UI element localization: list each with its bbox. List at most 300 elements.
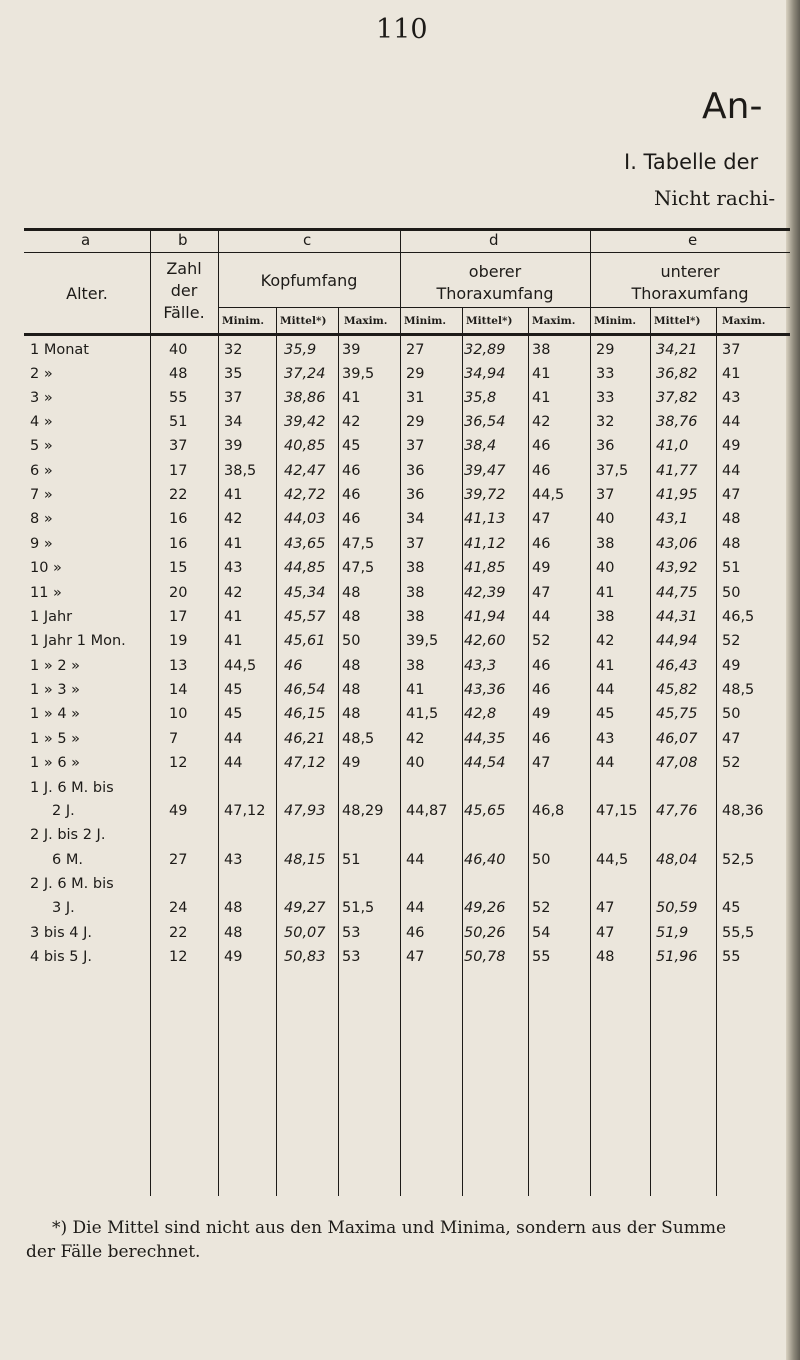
cell-k-mittel: 46,15 bbox=[284, 706, 326, 722]
cell-o-max: 41 bbox=[532, 390, 551, 406]
cell-o-mittel: 45,65 bbox=[464, 803, 506, 819]
subcolumn-divider bbox=[338, 307, 339, 1196]
cell-k-min: 45 bbox=[224, 682, 243, 698]
cell-u-mittel: 37,82 bbox=[656, 390, 698, 406]
cell-k-mittel: 45,34 bbox=[284, 585, 326, 601]
column-letter: b bbox=[178, 231, 188, 249]
cell-faelle: 10 bbox=[169, 706, 188, 722]
column-letter: d bbox=[489, 231, 499, 249]
cell-k-mittel: 37,24 bbox=[284, 366, 326, 382]
header-unterer-thoraxumfang: unterer bbox=[660, 262, 720, 281]
cell-u-mittel: 46,07 bbox=[656, 731, 698, 747]
cell-o-mittel: 42,8 bbox=[464, 706, 497, 722]
cell-u-mittel: 41,77 bbox=[656, 463, 698, 479]
cell-u-max: 50 bbox=[722, 585, 741, 601]
cell-k-min: 48 bbox=[224, 900, 243, 916]
cell-o-max: 38 bbox=[532, 342, 551, 358]
cell-k-min: 35 bbox=[224, 366, 243, 382]
cell-faelle: 15 bbox=[169, 560, 188, 576]
cell-u-max: 41 bbox=[722, 366, 741, 382]
row-age-label: 11 » bbox=[30, 585, 62, 601]
cell-o-mittel: 50,78 bbox=[464, 949, 506, 965]
cell-o-max: 49 bbox=[532, 560, 551, 576]
cell-k-mittel: 44,85 bbox=[284, 560, 326, 576]
cell-k-min: 32 bbox=[224, 342, 243, 358]
cell-u-max: 45 bbox=[722, 900, 741, 916]
page-number: 110 bbox=[376, 14, 428, 45]
cell-u-mittel: 45,82 bbox=[656, 682, 698, 698]
cell-u-min: 38 bbox=[596, 609, 615, 625]
cell-o-mittel: 32,89 bbox=[464, 342, 506, 358]
cell-k-max: 51,5 bbox=[342, 900, 375, 916]
cell-o-max: 46,8 bbox=[532, 803, 565, 819]
table-title: I. Tabelle der bbox=[624, 150, 759, 174]
cell-o-max: 47 bbox=[532, 585, 551, 601]
cell-o-mittel: 35,8 bbox=[464, 390, 497, 406]
cell-k-min: 37 bbox=[224, 390, 243, 406]
cell-k-min: 38,5 bbox=[224, 463, 257, 479]
cell-k-mittel: 50,07 bbox=[284, 925, 326, 941]
table-subtitle: Nicht rachi- bbox=[654, 186, 776, 210]
subcolumn-divider bbox=[716, 307, 717, 1196]
cell-k-max: 39,5 bbox=[342, 366, 375, 382]
cell-k-max: 53 bbox=[342, 949, 361, 965]
cell-k-mittel: 35,9 bbox=[284, 342, 317, 358]
row-age-label: 2 J. bis 2 J. bbox=[30, 827, 106, 843]
cell-o-max: 46 bbox=[532, 463, 551, 479]
subheader-rule-kopf bbox=[218, 307, 400, 308]
cell-u-mittel: 50,59 bbox=[656, 900, 698, 916]
column-divider bbox=[150, 229, 151, 1196]
row-age-label: 6 M. bbox=[52, 852, 83, 868]
page-edge bbox=[786, 0, 800, 1360]
cell-u-min: 36 bbox=[596, 438, 615, 454]
cell-k-mittel: 48,15 bbox=[284, 852, 326, 868]
cell-faelle: 16 bbox=[169, 536, 188, 552]
cell-o-min: 37 bbox=[406, 438, 425, 454]
header-bottom-rule bbox=[24, 333, 790, 336]
cell-o-max: 54 bbox=[532, 925, 551, 941]
header-zahl-der-faelle: der bbox=[170, 281, 198, 300]
cell-u-min: 40 bbox=[596, 511, 615, 527]
cell-o-max: 52 bbox=[532, 633, 551, 649]
cell-u-max: 48 bbox=[722, 536, 741, 552]
cell-faelle: 7 bbox=[169, 731, 179, 747]
cell-k-min: 41 bbox=[224, 609, 243, 625]
cell-u-max: 52 bbox=[722, 633, 741, 649]
cell-faelle: 24 bbox=[169, 900, 188, 916]
cell-k-max: 48 bbox=[342, 585, 361, 601]
cell-u-max: 52 bbox=[722, 755, 741, 771]
cell-u-min: 48 bbox=[596, 949, 615, 965]
cell-faelle: 37 bbox=[169, 438, 188, 454]
subheader-rule-oberer bbox=[400, 307, 590, 308]
cell-u-mittel: 48,04 bbox=[656, 852, 698, 868]
row-age-label: 3 » bbox=[30, 390, 53, 406]
column-letter: c bbox=[303, 231, 312, 249]
subheader-min: Minim. bbox=[594, 315, 636, 327]
column-letter: e bbox=[688, 231, 698, 249]
footnote-line-2: der Fälle berechnet. bbox=[26, 1242, 201, 1262]
cell-o-min: 37 bbox=[406, 536, 425, 552]
subheader-rule-unterer bbox=[590, 307, 790, 308]
cell-o-min: 46 bbox=[406, 925, 425, 941]
cell-o-min: 29 bbox=[406, 366, 425, 382]
cell-o-max: 55 bbox=[532, 949, 551, 965]
cell-u-min: 37,5 bbox=[596, 463, 629, 479]
cell-u-max: 46,5 bbox=[722, 609, 755, 625]
header-oberer-thoraxumfang: Thoraxumfang bbox=[436, 284, 554, 303]
cell-o-min: 31 bbox=[406, 390, 425, 406]
cell-k-mittel: 46,54 bbox=[284, 682, 326, 698]
cell-u-max: 43 bbox=[722, 390, 741, 406]
cell-o-min: 27 bbox=[406, 342, 425, 358]
cell-k-max: 48 bbox=[342, 682, 361, 698]
cell-u-mittel: 51,9 bbox=[656, 925, 689, 941]
cell-o-max: 47 bbox=[532, 755, 551, 771]
cell-o-min: 47 bbox=[406, 949, 425, 965]
cell-o-max: 47 bbox=[532, 511, 551, 527]
cell-o-mittel: 36,54 bbox=[464, 414, 506, 430]
cell-u-max: 55 bbox=[722, 949, 741, 965]
cell-k-max: 46 bbox=[342, 463, 361, 479]
header-alter: Alter. bbox=[66, 284, 108, 303]
cell-u-max: 48,36 bbox=[722, 803, 764, 819]
cell-k-max: 48,29 bbox=[342, 803, 384, 819]
footnote-line-1: *) Die Mittel sind nicht aus den Maxima und Minima, sondern aus der Summe bbox=[52, 1218, 727, 1238]
cell-o-mittel: 44,35 bbox=[464, 731, 506, 747]
cell-faelle: 48 bbox=[169, 366, 188, 382]
cell-u-mittel: 43,92 bbox=[656, 560, 698, 576]
subheader-min: Minim. bbox=[404, 315, 446, 327]
subheader-max: Maxim. bbox=[722, 315, 766, 327]
cell-o-mittel: 50,26 bbox=[464, 925, 506, 941]
row-age-label: 2 J. bbox=[52, 803, 75, 819]
cell-k-max: 39 bbox=[342, 342, 361, 358]
cell-u-max: 47 bbox=[722, 487, 741, 503]
cell-faelle: 51 bbox=[169, 414, 188, 430]
cell-u-min: 44 bbox=[596, 755, 615, 771]
row-age-label: 1 » 3 » bbox=[30, 682, 81, 698]
cell-k-max: 48 bbox=[342, 706, 361, 722]
cell-u-min: 43 bbox=[596, 731, 615, 747]
cell-o-max: 46 bbox=[532, 731, 551, 747]
cell-o-mittel: 43,36 bbox=[464, 682, 506, 698]
cell-k-min: 42 bbox=[224, 511, 243, 527]
cell-faelle: 16 bbox=[169, 511, 188, 527]
cell-k-min: 42 bbox=[224, 585, 243, 601]
row-age-label: 4 » bbox=[30, 414, 53, 430]
cell-o-mittel: 44,54 bbox=[464, 755, 506, 771]
cell-o-min: 38 bbox=[406, 560, 425, 576]
letter-row-rule bbox=[24, 252, 790, 253]
cell-k-max: 46 bbox=[342, 511, 361, 527]
cell-faelle: 22 bbox=[169, 487, 188, 503]
cell-o-max: 46 bbox=[532, 682, 551, 698]
cell-o-min: 44 bbox=[406, 900, 425, 916]
cell-faelle: 17 bbox=[169, 609, 188, 625]
cell-o-mittel: 42,60 bbox=[464, 633, 506, 649]
cell-k-max: 47,5 bbox=[342, 536, 375, 552]
cell-k-max: 47,5 bbox=[342, 560, 375, 576]
header-kopfumfang: Kopfumfang bbox=[260, 271, 358, 290]
subcolumn-divider bbox=[528, 307, 529, 1196]
row-age-label: 1 » 2 » bbox=[30, 658, 81, 674]
column-divider bbox=[400, 229, 401, 1196]
cell-k-min: 41 bbox=[224, 536, 243, 552]
cell-faelle: 22 bbox=[169, 925, 188, 941]
cell-u-mittel: 47,08 bbox=[656, 755, 698, 771]
cell-o-max: 44,5 bbox=[532, 487, 565, 503]
row-age-label: 1 Jahr bbox=[30, 609, 73, 625]
cell-u-max: 37 bbox=[722, 342, 741, 358]
row-age-label: 1 Jahr 1 Mon. bbox=[30, 633, 126, 649]
cell-o-min: 41,5 bbox=[406, 706, 439, 722]
subheader-max: Maxim. bbox=[344, 315, 388, 327]
row-age-label: 2 » bbox=[30, 366, 53, 382]
cell-o-mittel: 38,4 bbox=[464, 438, 497, 454]
cell-k-min: 41 bbox=[224, 633, 243, 649]
header-zahl-der-faelle: Fälle. bbox=[163, 303, 205, 322]
cell-k-max: 48,5 bbox=[342, 731, 375, 747]
header-zahl-der-faelle: Zahl bbox=[166, 259, 202, 278]
subheader-mittel: Mittel*) bbox=[280, 315, 327, 327]
cell-k-mittel: 43,65 bbox=[284, 536, 326, 552]
cell-o-mittel: 46,40 bbox=[464, 852, 506, 868]
cell-u-max: 55,5 bbox=[722, 925, 755, 941]
row-age-label: 8 » bbox=[30, 511, 53, 527]
cell-u-mittel: 45,75 bbox=[656, 706, 698, 722]
subheader-mittel: Mittel*) bbox=[466, 315, 513, 327]
cell-u-min: 38 bbox=[596, 536, 615, 552]
row-age-label: 5 » bbox=[30, 438, 53, 454]
cell-u-mittel: 51,96 bbox=[656, 949, 698, 965]
subcolumn-divider bbox=[650, 307, 651, 1196]
cell-u-max: 51 bbox=[722, 560, 741, 576]
cell-k-min: 43 bbox=[224, 560, 243, 576]
cell-k-max: 49 bbox=[342, 755, 361, 771]
cell-o-min: 42 bbox=[406, 731, 425, 747]
cell-u-mittel: 38,76 bbox=[656, 414, 698, 430]
cell-u-max: 52,5 bbox=[722, 852, 755, 868]
cell-k-max: 48 bbox=[342, 609, 361, 625]
cell-k-mittel: 45,57 bbox=[284, 609, 326, 625]
cell-k-mittel: 38,86 bbox=[284, 390, 326, 406]
subcolumn-divider bbox=[276, 307, 277, 1196]
cell-faelle: 20 bbox=[169, 585, 188, 601]
cell-k-mittel: 47,12 bbox=[284, 755, 326, 771]
cell-k-min: 49 bbox=[224, 949, 243, 965]
cell-o-max: 46 bbox=[532, 438, 551, 454]
cell-u-min: 29 bbox=[596, 342, 615, 358]
cell-faelle: 55 bbox=[169, 390, 188, 406]
cell-o-min: 38 bbox=[406, 609, 425, 625]
row-age-label: 6 » bbox=[30, 463, 53, 479]
cell-u-min: 40 bbox=[596, 560, 615, 576]
row-age-label: 2 J. 6 M. bis bbox=[30, 876, 114, 892]
cell-o-max: 49 bbox=[532, 706, 551, 722]
row-age-label: 1 » 6 » bbox=[30, 755, 81, 771]
cell-o-min: 40 bbox=[406, 755, 425, 771]
cell-o-max: 41 bbox=[532, 366, 551, 382]
cell-u-max: 48 bbox=[722, 511, 741, 527]
cell-u-mittel: 44,75 bbox=[656, 585, 698, 601]
cell-u-min: 41 bbox=[596, 658, 615, 674]
cell-o-min: 38 bbox=[406, 658, 425, 674]
cell-u-min: 33 bbox=[596, 366, 615, 382]
cell-o-min: 34 bbox=[406, 511, 425, 527]
cell-o-max: 52 bbox=[532, 900, 551, 916]
cell-u-min: 44 bbox=[596, 682, 615, 698]
cell-o-max: 46 bbox=[532, 536, 551, 552]
cell-u-mittel: 44,94 bbox=[656, 633, 698, 649]
row-age-label: 7 » bbox=[30, 487, 53, 503]
cell-u-mittel: 47,76 bbox=[656, 803, 698, 819]
cell-k-min: 45 bbox=[224, 706, 243, 722]
cell-k-max: 46 bbox=[342, 487, 361, 503]
cell-k-mittel: 39,42 bbox=[284, 414, 326, 430]
cell-k-min: 39 bbox=[224, 438, 243, 454]
cell-k-mittel: 47,93 bbox=[284, 803, 326, 819]
row-age-label: 9 » bbox=[30, 536, 53, 552]
cell-u-min: 32 bbox=[596, 414, 615, 430]
row-age-label: 10 » bbox=[30, 560, 62, 576]
row-age-label: 1 J. 6 M. bis bbox=[30, 780, 114, 796]
cell-faelle: 19 bbox=[169, 633, 188, 649]
row-age-label: 1 » 4 » bbox=[30, 706, 81, 722]
cell-u-max: 50 bbox=[722, 706, 741, 722]
cell-k-max: 53 bbox=[342, 925, 361, 941]
cell-o-max: 46 bbox=[532, 658, 551, 674]
cell-faelle: 12 bbox=[169, 755, 188, 771]
cell-u-mittel: 44,31 bbox=[656, 609, 698, 625]
column-letter: a bbox=[81, 231, 91, 249]
cell-k-max: 45 bbox=[342, 438, 361, 454]
cell-u-min: 37 bbox=[596, 487, 615, 503]
cell-o-mittel: 41,13 bbox=[464, 511, 506, 527]
cell-o-mittel: 41,94 bbox=[464, 609, 506, 625]
cell-k-min: 47,12 bbox=[224, 803, 266, 819]
header-oberer-thoraxumfang: oberer bbox=[468, 262, 522, 281]
cell-k-min: 34 bbox=[224, 414, 243, 430]
row-age-label: 4 bis 5 J. bbox=[30, 949, 92, 965]
cell-k-mittel: 40,85 bbox=[284, 438, 326, 454]
cell-k-mittel: 46 bbox=[284, 658, 303, 674]
cell-u-mittel: 41,0 bbox=[656, 438, 689, 454]
cell-u-mittel: 34,21 bbox=[656, 342, 698, 358]
cell-k-mittel: 42,72 bbox=[284, 487, 326, 503]
cell-faelle: 17 bbox=[169, 463, 188, 479]
row-age-label: 3 bis 4 J. bbox=[30, 925, 92, 941]
cell-k-min: 48 bbox=[224, 925, 243, 941]
subcolumn-divider bbox=[462, 307, 463, 1196]
cell-k-max: 41 bbox=[342, 390, 361, 406]
cell-o-min: 39,5 bbox=[406, 633, 439, 649]
cell-o-mittel: 49,26 bbox=[464, 900, 506, 916]
section-heading: An- bbox=[702, 86, 763, 127]
cell-u-max: 47 bbox=[722, 731, 741, 747]
cell-k-mittel: 49,27 bbox=[284, 900, 326, 916]
cell-o-max: 42 bbox=[532, 414, 551, 430]
cell-u-min: 47,15 bbox=[596, 803, 638, 819]
cell-u-mittel: 43,1 bbox=[656, 511, 689, 527]
cell-faelle: 13 bbox=[169, 658, 188, 674]
cell-o-min: 44,87 bbox=[406, 803, 448, 819]
cell-k-mittel: 44,03 bbox=[284, 511, 326, 527]
header-unterer-thoraxumfang: Thoraxumfang bbox=[631, 284, 749, 303]
cell-o-min: 38 bbox=[406, 585, 425, 601]
cell-k-max: 50 bbox=[342, 633, 361, 649]
cell-u-mittel: 46,43 bbox=[656, 658, 698, 674]
cell-o-max: 44 bbox=[532, 609, 551, 625]
cell-k-max: 48 bbox=[342, 658, 361, 674]
cell-u-min: 44,5 bbox=[596, 852, 629, 868]
cell-u-min: 47 bbox=[596, 925, 615, 941]
cell-u-mittel: 36,82 bbox=[656, 366, 698, 382]
cell-u-mittel: 43,06 bbox=[656, 536, 698, 552]
cell-u-mittel: 41,95 bbox=[656, 487, 698, 503]
cell-k-mittel: 46,21 bbox=[284, 731, 326, 747]
cell-o-min: 44 bbox=[406, 852, 425, 868]
cell-o-mittel: 42,39 bbox=[464, 585, 506, 601]
subheader-min: Minim. bbox=[222, 315, 264, 327]
cell-u-min: 41 bbox=[596, 585, 615, 601]
cell-u-max: 44 bbox=[722, 414, 741, 430]
cell-k-mittel: 42,47 bbox=[284, 463, 326, 479]
cell-o-max: 50 bbox=[532, 852, 551, 868]
cell-k-mittel: 50,83 bbox=[284, 949, 326, 965]
cell-k-max: 42 bbox=[342, 414, 361, 430]
cell-u-max: 48,5 bbox=[722, 682, 755, 698]
cell-faelle: 14 bbox=[169, 682, 188, 698]
table-top-rule bbox=[24, 228, 790, 231]
cell-k-min: 44,5 bbox=[224, 658, 257, 674]
cell-o-mittel: 43,3 bbox=[464, 658, 497, 674]
row-age-label: 1 Monat bbox=[30, 342, 89, 358]
row-age-label: 1 » 5 » bbox=[30, 731, 81, 747]
subheader-max: Maxim. bbox=[532, 315, 576, 327]
subheader-mittel: Mittel*) bbox=[654, 315, 701, 327]
cell-o-mittel: 39,47 bbox=[464, 463, 506, 479]
cell-faelle: 27 bbox=[169, 852, 188, 868]
cell-faelle: 49 bbox=[169, 803, 188, 819]
cell-o-min: 36 bbox=[406, 463, 425, 479]
cell-k-max: 51 bbox=[342, 852, 361, 868]
cell-o-mittel: 34,94 bbox=[464, 366, 506, 382]
cell-k-min: 44 bbox=[224, 755, 243, 771]
cell-o-mittel: 41,85 bbox=[464, 560, 506, 576]
cell-u-min: 33 bbox=[596, 390, 615, 406]
column-divider bbox=[218, 229, 219, 1196]
cell-faelle: 40 bbox=[169, 342, 188, 358]
cell-k-min: 44 bbox=[224, 731, 243, 747]
cell-u-min: 42 bbox=[596, 633, 615, 649]
cell-o-mittel: 41,12 bbox=[464, 536, 506, 552]
column-divider bbox=[590, 229, 591, 1196]
cell-k-mittel: 45,61 bbox=[284, 633, 326, 649]
row-age-label: 3 J. bbox=[52, 900, 75, 916]
cell-faelle: 12 bbox=[169, 949, 188, 965]
cell-u-max: 49 bbox=[722, 438, 741, 454]
cell-k-min: 43 bbox=[224, 852, 243, 868]
cell-k-min: 41 bbox=[224, 487, 243, 503]
cell-u-min: 47 bbox=[596, 900, 615, 916]
cell-o-mittel: 39,72 bbox=[464, 487, 506, 503]
cell-u-max: 49 bbox=[722, 658, 741, 674]
cell-o-min: 36 bbox=[406, 487, 425, 503]
cell-o-min: 41 bbox=[406, 682, 425, 698]
cell-u-max: 44 bbox=[722, 463, 741, 479]
